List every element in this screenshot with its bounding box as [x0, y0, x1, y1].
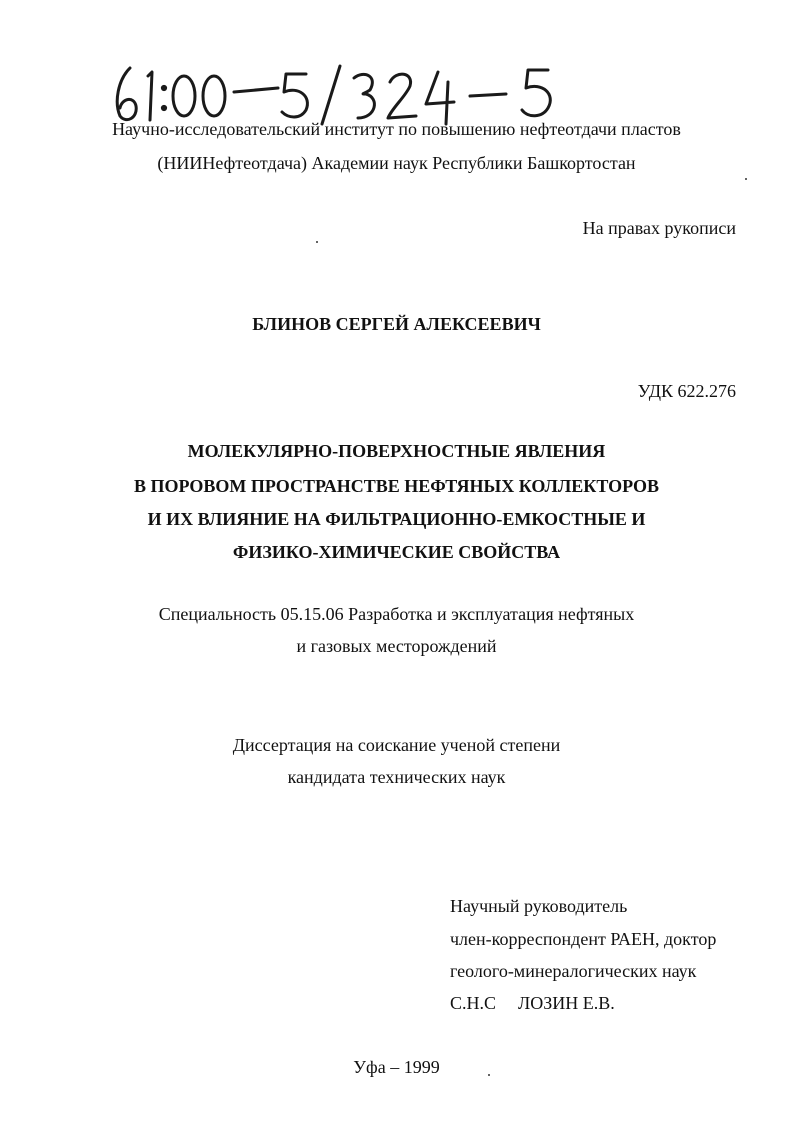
handwritten-archive-mark: [108, 62, 578, 126]
place-year: Уфа – 1999: [353, 1057, 440, 1077]
title-line-4: ФИЗИКО-ХИМИЧЕСКИЕ СВОЙСТВА: [232, 542, 561, 562]
supervisor-line-2: член-корреспондент РАЕН, доктор: [450, 929, 717, 949]
supervisor-line-3: геолого-минералогических наук: [450, 961, 697, 981]
title-line-1: МОЛЕКУЛЯРНО-ПОВЕРХНОСТНЫЕ ЯВЛЕНИЯ: [187, 441, 606, 461]
dissertation-line-2: кандидата технических наук: [287, 767, 506, 787]
author-name: БЛИНОВ СЕРГЕЙ АЛЕКСЕЕВИЧ: [252, 314, 541, 334]
specialty-line-2: и газовых месторождений: [296, 636, 497, 656]
supervisor-abbr: С.Н.С: [450, 993, 497, 1013]
title-line-2: В ПОРОВОМ ПРОСТРАНСТВЕ НЕФТЯНЫХ КОЛЛЕКТОРОВ: [134, 476, 659, 496]
dissertation-line-1: Диссертация на соискание ученой степени: [232, 735, 561, 755]
title-line-3: И ИХ ВЛИЯНИЕ НА ФИЛЬТРАЦИОННО-ЕМКОСТНЫЕ И: [147, 509, 646, 529]
institute-line-1: Научно-исследовательский институт по повышению нефтеотдачи пластов: [112, 119, 681, 139]
rights-note: На правах рукописи: [582, 218, 736, 238]
scan-speck: [745, 178, 747, 180]
udc-code: УДК 622.276: [637, 381, 736, 401]
supervisor-line-1: Научный руководитель: [450, 896, 628, 916]
supervisor-name: ЛОЗИН Е.В.: [518, 993, 615, 1013]
institute-line-2: (НИИНефтеотдача) Академии наук Республики Башкортостан: [157, 153, 636, 173]
scan-speck: [316, 241, 318, 243]
scan-speck: [488, 1074, 490, 1076]
specialty-line-1: Специальность 05.15.06 Разработка и эксплуатация нефтяных: [158, 604, 635, 624]
